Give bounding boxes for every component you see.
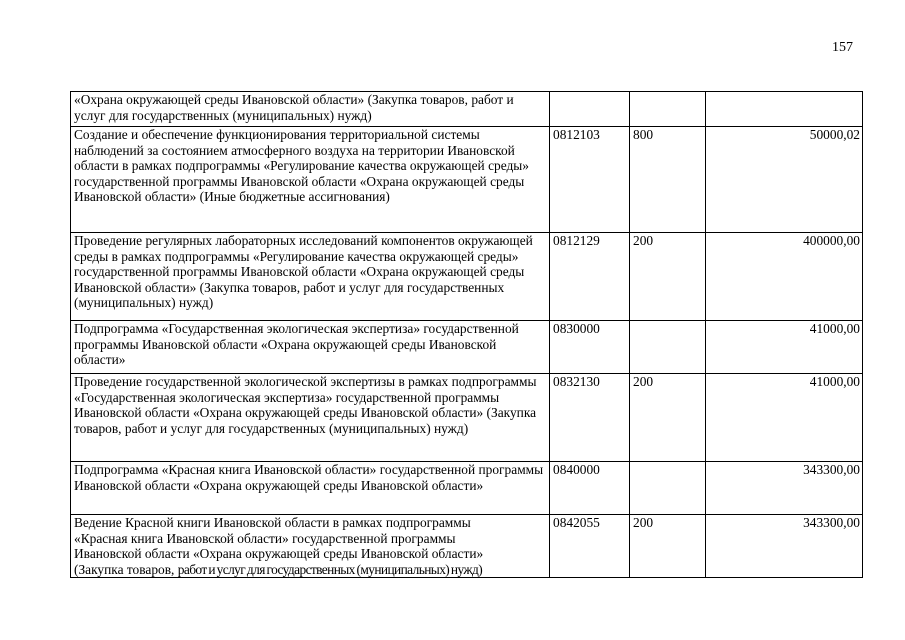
row-amount: [706, 92, 863, 127]
row-amount: 50000,02: [706, 127, 863, 233]
row-amount: 343300,00: [706, 462, 863, 515]
row-target-code: 0812103: [550, 127, 630, 233]
row-name: Проведение государственной экологической экспертизы в рамках подпрограммы «Государственная экологическая экспертиза» государственной программы Ивановской области «Охрана окружающей среды Ивановской области» (Закупка товаров, работ и услуг для государственных (муниципальных) нужд): [71, 374, 550, 462]
row-expense-type: [630, 92, 706, 127]
row-amount: 41000,00: [706, 374, 863, 462]
row-amount: 41000,00: [706, 321, 863, 374]
row-name: [71, 515, 550, 578]
row-name-line: «Красная книга Ивановской области» государственной программы: [74, 530, 456, 546]
row-target-code: 0832130: [550, 374, 630, 462]
row-name: Проведение регулярных лабораторных исследований компонентов окружающей среды в рамках подпрограммы «Регулирование качества окружающей среды» государственной программы Ивановской области «Охрана окружающей среды Ивановской области» (Закупка товаров, работ и услуг для государственных (муниципальных) нужд): [71, 233, 550, 321]
page-number: 157: [832, 40, 853, 55]
row-target-code: 0842055: [550, 515, 630, 578]
table-row: [71, 462, 863, 515]
table-row: [71, 233, 863, 321]
table-row: [71, 374, 863, 462]
row-name-line: работ и услуг для государственных (муниципальных) нужд): [177, 561, 483, 577]
row-name: Создание и обеспечение функционирования территориальной системы наблюдений за состоянием атмосферного воздуха на территории Ивановской области в рамках подпрограммы «Регулирование качества окружающей среды» государственной программы Ивановской области «Охрана окружающей среды Ивановской области» (Иные бюджетные ассигнования): [71, 127, 550, 233]
row-name-line: (Закупка товаров,: [74, 561, 175, 577]
row-amount: 343300,00: [706, 515, 863, 578]
row-target-code: 0812129: [550, 233, 630, 321]
row-target-code: 0840000: [550, 462, 630, 515]
row-expense-type: 200: [630, 515, 706, 578]
row-name: Подпрограмма «Красная книга Ивановской области» государственной программы Ивановской области «Охрана окружающей среды Ивановской области»: [71, 462, 550, 515]
row-name: Подпрограмма «Государственная экологическая экспертиза» государственной программы Ивановской области «Охрана окружающей среды Ивановской области»: [71, 321, 550, 374]
row-expense-type: 200: [630, 374, 706, 462]
row-target-code: [550, 92, 630, 127]
row-expense-type: [630, 462, 706, 515]
budget-table: [70, 91, 863, 578]
row-expense-type: 800: [630, 127, 706, 233]
row-amount: 400000,00: [706, 233, 863, 321]
row-expense-type: [630, 321, 706, 374]
table-row: [71, 92, 863, 127]
table-row: [71, 321, 863, 374]
row-expense-type: 200: [630, 233, 706, 321]
row-name: «Охрана окружающей среды Ивановской области» (Закупка товаров, работ и услуг для государственных (муниципальных) нужд): [71, 92, 550, 127]
table-row: [71, 127, 863, 233]
row-name-line: Ведение Красной книги Ивановской области в рамках подпрограммы: [74, 515, 471, 530]
table-row: [71, 515, 863, 578]
row-name-line: Ивановской области «Охрана окружающей среды Ивановской области»: [74, 546, 484, 562]
row-target-code: 0830000: [550, 321, 630, 374]
